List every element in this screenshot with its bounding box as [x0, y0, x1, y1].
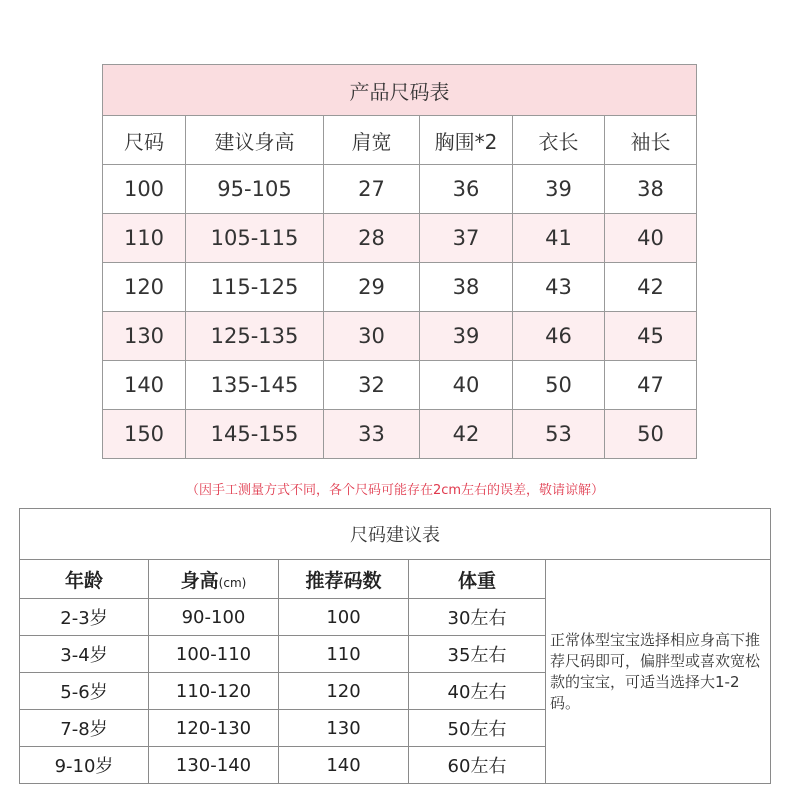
cell-weight: 30左右 — [409, 599, 546, 636]
cell-age: 7-8岁 — [20, 710, 149, 747]
cell-shoulder: 30 — [324, 312, 420, 361]
cell-chest: 36 — [420, 165, 513, 214]
cell-shoulder: 33 — [324, 410, 420, 459]
cell-length: 53 — [513, 410, 605, 459]
cell-size: 100 — [103, 165, 186, 214]
header-length: 衣长 — [513, 116, 605, 165]
cell-sleeve: 45 — [605, 312, 697, 361]
cell-weight: 40左右 — [409, 673, 546, 710]
cell-size: 110 — [103, 214, 186, 263]
cell-height: 115-125 — [186, 263, 324, 312]
cell-height: 95-105 — [186, 165, 324, 214]
header-height-cell — [149, 560, 279, 599]
cell-sleeve: 42 — [605, 263, 697, 312]
header-shoulder: 肩宽 — [324, 116, 420, 165]
cell-sleeve: 38 — [605, 165, 697, 214]
header-weight: 体重 — [409, 560, 546, 599]
cell-size: 150 — [103, 410, 186, 459]
cell-shoulder: 29 — [324, 263, 420, 312]
cell-recommended-size: 130 — [279, 710, 409, 747]
cell-height: 100-110 — [149, 636, 279, 673]
cell-sleeve: 40 — [605, 214, 697, 263]
cell-length: 41 — [513, 214, 605, 263]
cell-chest: 42 — [420, 410, 513, 459]
size-chart-header-row — [103, 116, 697, 165]
cell-chest: 40 — [420, 361, 513, 410]
size-chart-title: 产品尺码表 — [103, 65, 697, 116]
cell-height: 130-140 — [149, 747, 279, 784]
cell-chest: 39 — [420, 312, 513, 361]
cell-recommended-size: 100 — [279, 599, 409, 636]
cell-recommended-size: 110 — [279, 636, 409, 673]
table-row — [103, 361, 697, 410]
cell-sleeve: 47 — [605, 361, 697, 410]
header-height: 建议身高 — [186, 116, 324, 165]
recommendation-title: 尺码建议表 — [20, 509, 771, 560]
header-sleeve: 袖长 — [605, 116, 697, 165]
cell-age: 9-10岁 — [20, 747, 149, 784]
cell-chest: 37 — [420, 214, 513, 263]
cell-length: 43 — [513, 263, 605, 312]
table-row — [103, 312, 697, 361]
cell-height: 135-145 — [186, 361, 324, 410]
cell-shoulder: 27 — [324, 165, 420, 214]
table-row — [103, 165, 697, 214]
size-chart-title-row — [103, 65, 697, 116]
cell-age: 3-4岁 — [20, 636, 149, 673]
header-height: 身高 — [180, 569, 219, 592]
header-height-unit: (cm) — [218, 575, 247, 590]
measurement-note: （因手工测量方式不同，各个尺码可能存在2cm左右的误差，敬请谅解） — [185, 483, 605, 498]
cell-height: 120-130 — [149, 710, 279, 747]
recommendation-advice: 正常体型宝宝选择相应身高下推荐尺码即可，偏胖型或喜欢宽松款的宝宝，可适当选择大1-2码。 — [546, 560, 771, 784]
table-row — [103, 263, 697, 312]
cell-age: 5-6岁 — [20, 673, 149, 710]
table-row — [103, 214, 697, 263]
cell-size: 140 — [103, 361, 186, 410]
header-recommended-size: 推荐码数 — [279, 560, 409, 599]
cell-shoulder: 32 — [324, 361, 420, 410]
header-chest: 胸围*2 — [420, 116, 513, 165]
table-row — [103, 410, 697, 459]
cell-recommended-size: 120 — [279, 673, 409, 710]
header-age: 年龄 — [20, 560, 149, 599]
cell-shoulder: 28 — [324, 214, 420, 263]
recommendation-title-row — [20, 509, 771, 560]
cell-height: 125-135 — [186, 312, 324, 361]
cell-size: 130 — [103, 312, 186, 361]
cell-height: 110-120 — [149, 673, 279, 710]
cell-recommended-size: 140 — [279, 747, 409, 784]
cell-weight: 50左右 — [409, 710, 546, 747]
size-chart-table — [102, 64, 697, 459]
cell-weight: 35左右 — [409, 636, 546, 673]
cell-age: 2-3岁 — [20, 599, 149, 636]
cell-size: 120 — [103, 263, 186, 312]
cell-weight: 60左右 — [409, 747, 546, 784]
size-recommendation-table — [19, 508, 771, 784]
cell-length: 50 — [513, 361, 605, 410]
cell-height: 145-155 — [186, 410, 324, 459]
cell-length: 39 — [513, 165, 605, 214]
header-size: 尺码 — [103, 116, 186, 165]
cell-chest: 38 — [420, 263, 513, 312]
cell-height: 90-100 — [149, 599, 279, 636]
recommendation-header-row — [20, 560, 771, 599]
cell-height: 105-115 — [186, 214, 324, 263]
cell-length: 46 — [513, 312, 605, 361]
cell-sleeve: 50 — [605, 410, 697, 459]
